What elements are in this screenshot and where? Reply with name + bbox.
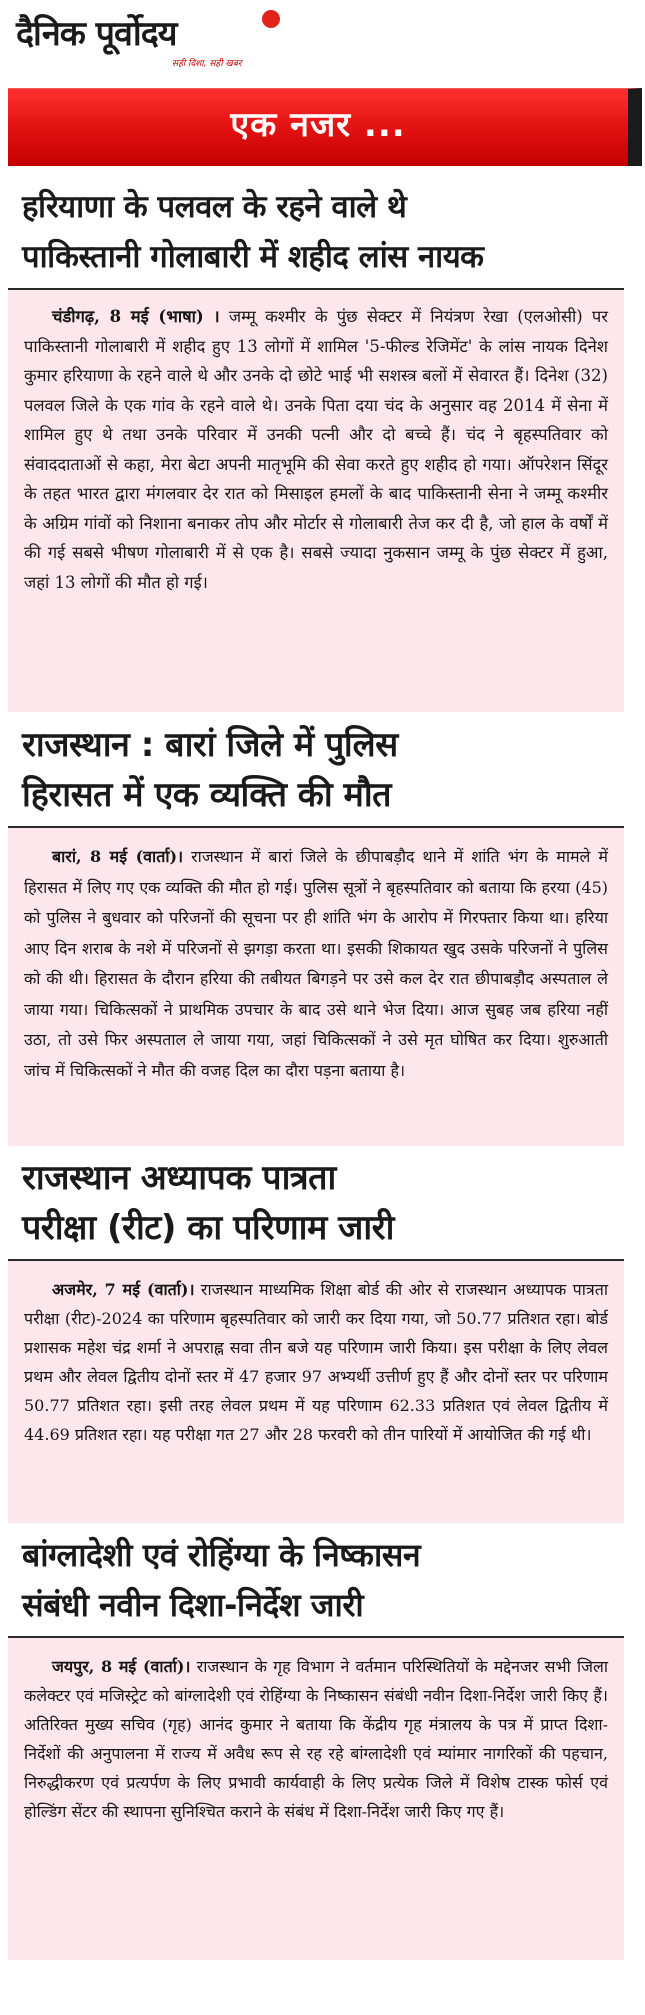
- article-headline: [8, 720, 624, 820]
- article-body: [8, 828, 624, 1146]
- headline-line: हरियाणा के पलवल के रहने वाले थे: [22, 189, 407, 225]
- headline-line: राजस्थान अध्यापक पात्रता: [22, 1158, 336, 1198]
- article-headline: [8, 1153, 624, 1253]
- article-text: राजस्थान में बारां जिले के छीपाबड़ौद थाने में शांति भंग के मामले में हिरासत में लिए गए एक व्यक्ति की मौत हो गई। पुलिस सूत्रों ने बृहस्पतिवार को बताया कि हरया (45) को पुलिस ने बुधवार को परिजनों की सूचना पर ही शांति भंग के आरोप में गिरफ्तार किया था। हरिया आए दिन शराब के नशे में परिजनों से झगड़ा करता था। इसकी शिकायत खुद उसके परिजनों ने पुलिस को की थी। हिरासत के दौरान हरिया की तबीयत बिगड़ने पर उसे कल देर रात छीपाबड़ौद अस्पताल ले जाया गया। चिकित्सकों ने प्राथमिक उपचार के बाद उसे थाने भेज दिया। आज सुबह जब हरिया नहीं उठा, तो उसे फिर अस्पताल ले जाया गया, जहां चिकित्सकों ने उसे मृत घोषित कर दिया। शुरुआती जांच में चिकित्सकों ने मौत की वजह दिल का दौरा पड़ना बताया है।: [24, 847, 608, 1080]
- article-body: [8, 1638, 624, 1960]
- article-dateline: अजमेर, 7 मई (वार्ता)।: [52, 1280, 195, 1299]
- article-text: राजस्थान के गृह विभाग ने वर्तमान परिस्थितियों के मद्देनजर सभी जिला कलेक्टर एवं मजिस्ट्रेट को बांग्लादेशी एवं रोहिंग्या के निष्कासन संबंधी नवीन दिशा-निर्देश जारी किए हैं। अतिरिक्त मुख्य सचिव (गृह) आनंद कुमार ने बताया कि केंद्रीय गृह मंत्रालय के पत्र में प्राप्त दिशा-निर्देशों की अनुपालना में राज्य में अवैध रूप से रह रहे बांग्लादेशी एवं म्यांमार नागरिकों की पहचान, निरुद्धीकरण एवं प्रत्यर्पण के लिए प्रभावी कार्यवाही के लिए प्रत्येक जिले में विशेष टास्क फोर्स एवं होल्डिंग सेंटर की स्थापना सुनिश्चित कराने के संबंध में दिशा-निर्देश जारी किए गए हैं।: [24, 1657, 608, 1821]
- article-body: [8, 1261, 624, 1523]
- article-body: [8, 290, 624, 712]
- article-headline: [8, 182, 624, 282]
- article-dateline: चंडीगढ़, 8 मई (भाषा) ।: [52, 307, 220, 326]
- article-text: राजस्थान माध्यमिक शिक्षा बोर्ड की ओर से राजस्थान अध्यापक पात्रता परीक्षा (रीट)-2024 का परिणाम बृहस्पतिवार को जारी कर दिया गया, जो 50.77 प्रतिशत रहा। बोर्ड प्रशासक महेश चंद्र शर्मा ने अपराह्न सवा तीन बजे यह परिणाम जारी किया। इस परीक्षा के लिए लेवल प्रथम और लेवल द्वितीय दोनों स्तर में 47 हजार 97 अभ्यर्थी उत्तीर्ण हुए हैं और दोनों स्तर पर परिणाम 50.77 प्रतिशत रहा। इसी तरह लेवल प्रथम में यह परिणाम 62.33 प्रतिशत एवं लेवल द्वितीय में 44.69 प्रतिशत रहा। यह परीक्षा गत 27 और 28 फरवरी को तीन पारियों में आयोजित की गई थी।: [24, 1280, 608, 1444]
- section-banner: [8, 88, 642, 166]
- headline-line: पाकिस्तानी गोलाबारी में शहीद लांस नायक: [22, 239, 484, 275]
- article-text: जम्मू कश्मीर के पुंछ सेक्टर में नियंत्रण रेखा (एलओसी) पर पाकिस्तानी गोलाबारी में शहीद हुए 13 लोगों में शामिल '5-फील्ड रेजिमेंट' के लांस नायक दिनेश कुमार हरियाणा के रहने वाले थे और उनके दो छोटे भाई भी सशस्त्र बलों में सेवारत हैं। दिनेश (32) पलवल जिले के एक गांव के रहने वाले थे। उनके पिता दया चंद के अनुसार वह 2014 में सेना में शामिल हुए थे तथा उनके परिवार में उनकी पत्नी और दो बच्चे हैं। चंद ने बृहस्पतिवार को संवाददाताओं से कहा, मेरा बेटा अपनी मातृभूमि की सेवा करते हुए शहीद हो गया। ऑपरेशन सिंदूर के तहत भारत द्वारा मंगलवार देर रात को मिसाइल हमलों के बाद पाकिस्तानी सेना ने जम्मू कश्मीर के अग्रिम गांवों को निशाना बनाकर तोप और मोर्टार से गोलाबारी तेज कर दी है, जो हाल के वर्षों में की गई सबसे भीषण गोलाबारी में से एक है। सबसे ज्यादा नुकसान जम्मू के पुंछ सेक्टर में हुआ, जहां 13 लोगों की मौत हो गई।: [24, 307, 608, 592]
- masthead: [0, 0, 645, 78]
- newspaper-tagline: सही दिशा, सही खबर: [172, 59, 242, 69]
- headline-line: हिरासत में एक व्यक्ति की मौत: [22, 775, 392, 815]
- news-article: [8, 1530, 624, 1960]
- article-dateline: जयपुर, 8 मई (वार्ता)।: [52, 1657, 191, 1676]
- news-article: [8, 1153, 624, 1523]
- section-title: एक नजर ...: [230, 105, 406, 145]
- newspaper-logo: दैनिक पूर्वोदय: [16, 14, 177, 54]
- headline-line: परीक्षा (रीट) का परिणाम जारी: [22, 1208, 394, 1248]
- news-article: [8, 182, 624, 712]
- article-dateline: बारां, 8 मई (वार्ता)।: [52, 847, 184, 866]
- headline-line: बांग्लादेशी एवं रोहिंग्या के निष्कासन: [22, 1536, 421, 1574]
- article-headline: [8, 1530, 624, 1630]
- headline-line: राजस्थान : बारां जिले में पुलिस: [22, 725, 398, 765]
- headline-line: संबंधी नवीन दिशा-निर्देश जारी: [22, 1586, 364, 1624]
- sun-logo-icon: [262, 10, 280, 28]
- news-article: [8, 720, 624, 1146]
